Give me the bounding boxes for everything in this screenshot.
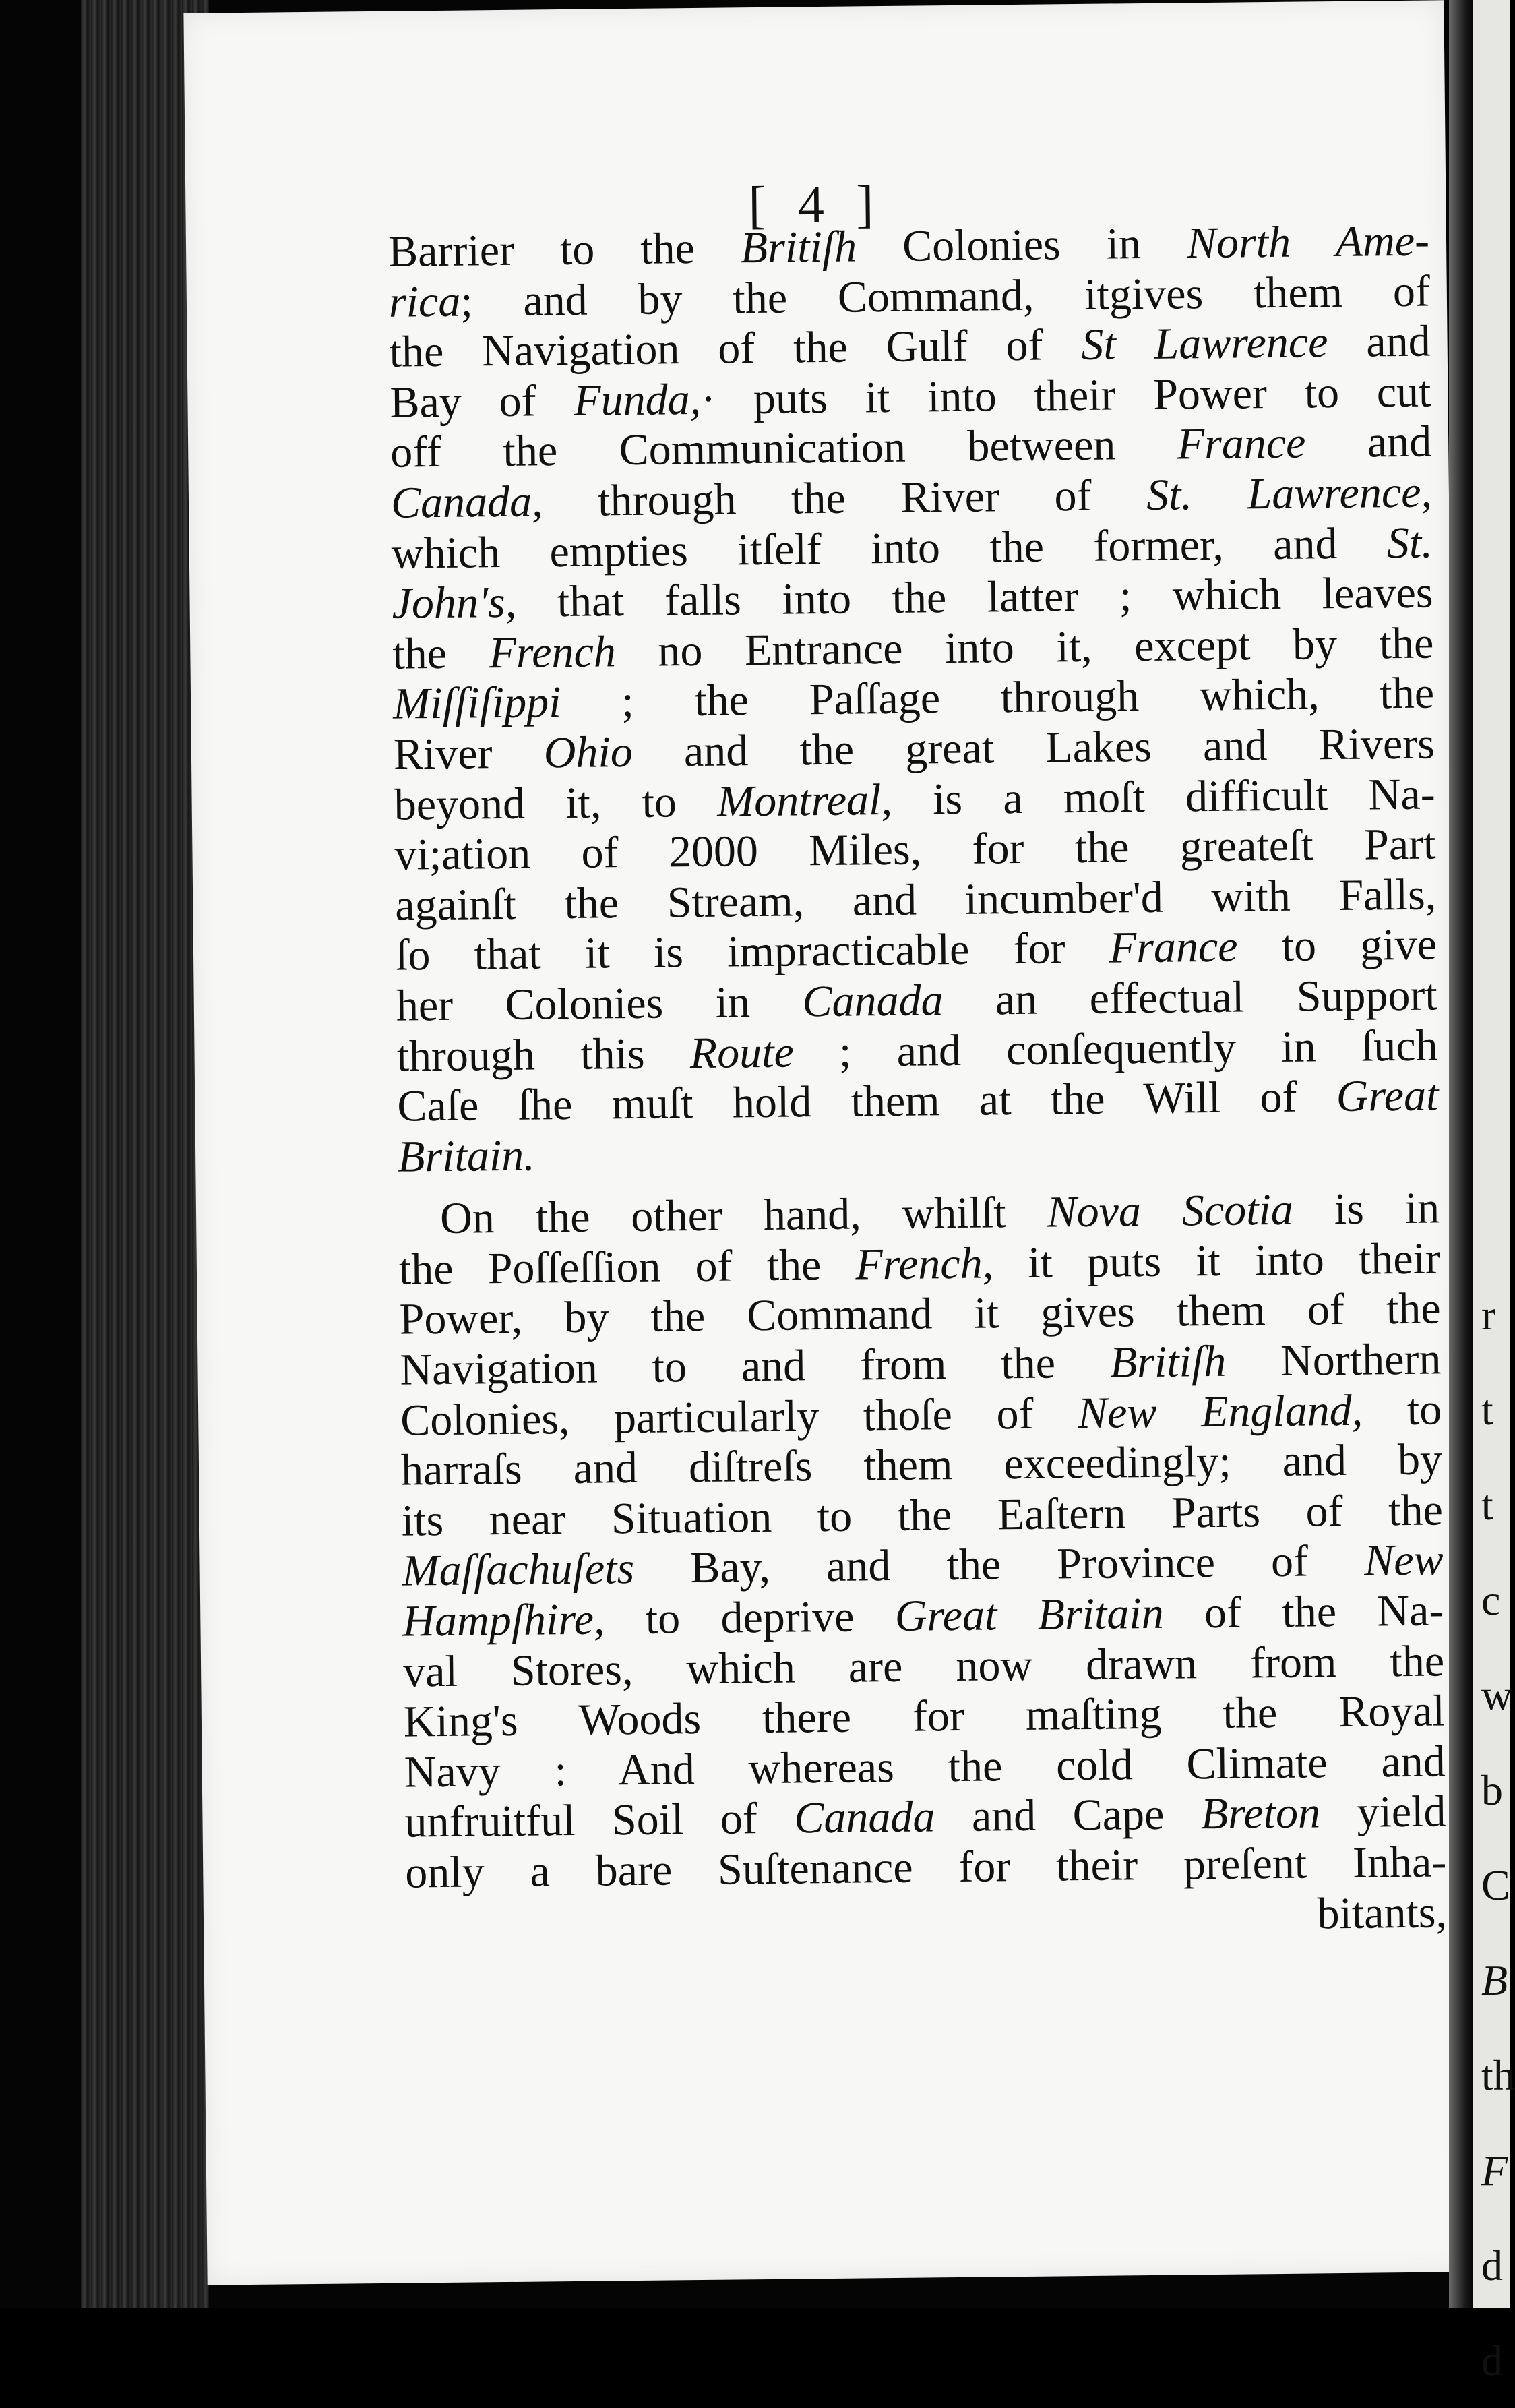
text-run: ; and by the Command, itgives them of xyxy=(460,266,1431,326)
italic-text: Funda, xyxy=(573,374,702,425)
text-run: ; the Paſſage through which, the xyxy=(561,668,1435,727)
text-run: to deprive xyxy=(605,1591,896,1644)
book-page xyxy=(183,0,1467,2285)
text-run: vi;ation of 2000 Miles, for the greateſt Part xyxy=(394,819,1436,880)
book-gutter xyxy=(1449,0,1476,2308)
italic-text: Canada xyxy=(793,1792,935,1843)
italic-text: Britiſh xyxy=(740,222,857,273)
italic-text: Canada xyxy=(802,975,944,1027)
text-run: On the other hand, whilſt xyxy=(439,1187,1047,1244)
facing-page-letter: r xyxy=(1481,1291,1496,1339)
text-run: and xyxy=(1305,417,1432,468)
text-run: its near Situation to the Eaſtern Parts of the xyxy=(401,1485,1444,1546)
text-run: an effectual Support xyxy=(943,970,1438,1025)
text-run: Power, by the Command it gives them of the xyxy=(399,1284,1442,1345)
facing-page-letter: C xyxy=(1481,1861,1510,1909)
text-run: River xyxy=(393,728,545,779)
text-run: to give xyxy=(1237,920,1437,971)
italic-text: rica xyxy=(388,276,461,327)
italic-text: France xyxy=(1109,922,1238,973)
text-run: bitants, xyxy=(1317,1888,1448,1939)
page-number: [ 4 ] xyxy=(747,174,884,235)
italic-text: New xyxy=(1363,1535,1444,1586)
italic-text: New England, xyxy=(1077,1385,1363,1438)
facing-page-letter: t xyxy=(1481,1386,1493,1434)
text-run: through this xyxy=(396,1028,691,1081)
italic-text: Route xyxy=(689,1027,795,1078)
text-run: Colonies in xyxy=(856,218,1187,272)
italic-text: John's, xyxy=(392,577,517,628)
body-text xyxy=(388,216,1448,1949)
italic-text: St Lawrence xyxy=(1080,318,1328,370)
italic-text: Hampſhire, xyxy=(402,1594,605,1646)
italic-text: Canada, xyxy=(390,477,543,528)
text-run: is a moſt difficult Na- xyxy=(892,769,1436,824)
italic-text: Montreal, xyxy=(716,775,893,826)
facing-page-letter: b xyxy=(1481,1766,1503,1814)
text-run: the Poſſeſſion of the xyxy=(398,1240,856,1294)
italic-text: French xyxy=(489,626,617,678)
text-run: yield xyxy=(1320,1786,1446,1838)
facing-page-letter: d xyxy=(1481,2337,1503,2384)
facing-page-letter: d xyxy=(1481,2241,1503,2289)
text-run: no Entrance into it, except by the xyxy=(615,618,1434,676)
text-run: againſt the Stream, and incumber'd with Falls, xyxy=(394,870,1437,930)
italic-text: St. xyxy=(1386,518,1433,568)
text-run: Colonies, particularly thoſe of xyxy=(400,1388,1078,1445)
text-run: and Cape xyxy=(934,1789,1202,1842)
text-run: is in xyxy=(1293,1183,1440,1235)
italic-text: Ohio xyxy=(543,727,633,778)
text-run: her Colonies in xyxy=(396,977,803,1031)
text-run: Bay of xyxy=(390,375,574,427)
text-run: Navy : And whereas the cold Climate and xyxy=(404,1737,1446,1797)
text-run: val Stores, which are now drawn from the xyxy=(402,1636,1445,1697)
text-run: and xyxy=(1328,316,1431,367)
italic-text: Miſſiſippi xyxy=(392,678,561,729)
facing-page-letter: c xyxy=(1481,1576,1501,1624)
italic-text: Britain. xyxy=(397,1131,536,1182)
italic-text: French, xyxy=(855,1238,994,1290)
text-run: the Navigation of the Gulf of xyxy=(389,320,1082,377)
text-run: ſo that it is impracticable for xyxy=(395,923,1110,980)
italic-text: Great xyxy=(1336,1071,1439,1122)
text-run: Barrier to the xyxy=(388,223,741,276)
text-run: ; and conſequently in ſuch xyxy=(793,1020,1438,1077)
text-run: only a bare Suſtenance for their preſent Inha- xyxy=(404,1837,1447,1898)
text-run: it puts it into their xyxy=(993,1234,1441,1288)
text-run: Northern xyxy=(1225,1334,1442,1386)
text-run: Navigation to and from the xyxy=(400,1337,1111,1395)
text-run: · puts it into their Power to cut xyxy=(700,367,1431,424)
text-run: King's Woods there for maſting the Royal xyxy=(403,1686,1446,1747)
italic-text: St. Lawrence, xyxy=(1146,467,1433,520)
text-run: to xyxy=(1362,1385,1442,1435)
italic-text: Great Britain xyxy=(894,1588,1165,1641)
text-run: through the River of xyxy=(543,470,1147,526)
text-run: unfruitful Soil of xyxy=(404,1793,795,1847)
facing-page-letters xyxy=(1481,1267,1515,2408)
text-run: beyond it, to xyxy=(394,777,718,830)
text-run: Caſe ſhe muſt hold them at the Will of xyxy=(397,1072,1337,1131)
italic-text: Britiſh xyxy=(1109,1336,1227,1387)
facing-page-letter: F xyxy=(1481,2146,1508,2194)
facing-page-letter: B xyxy=(1481,1956,1508,2004)
text-run: which empties itſelf into the former, and xyxy=(391,518,1388,578)
text-run: of the Na- xyxy=(1163,1586,1444,1638)
italic-text: Maſſachuſets xyxy=(402,1544,635,1596)
italic-text: Nova Scotia xyxy=(1047,1185,1294,1237)
facing-page-letter: t xyxy=(1481,1481,1493,1529)
text-run: and the great Lakes and Rivers xyxy=(632,719,1435,777)
facing-page-letter: w xyxy=(1481,1671,1513,1719)
facing-page-letter: th xyxy=(1481,2051,1515,2099)
italic-text: North Ame- xyxy=(1186,216,1430,268)
text-run: harraſs and diſtreſs them exceedingly; and by xyxy=(400,1435,1443,1495)
text-run: that falls into the latter ; which leaves xyxy=(516,568,1433,627)
italic-text: Breton xyxy=(1200,1788,1321,1839)
text-run: the xyxy=(392,628,490,679)
text-run: off the Communication between xyxy=(390,419,1178,478)
italic-text: France xyxy=(1177,418,1306,469)
text-run: Bay, and the Province of xyxy=(633,1536,1365,1594)
